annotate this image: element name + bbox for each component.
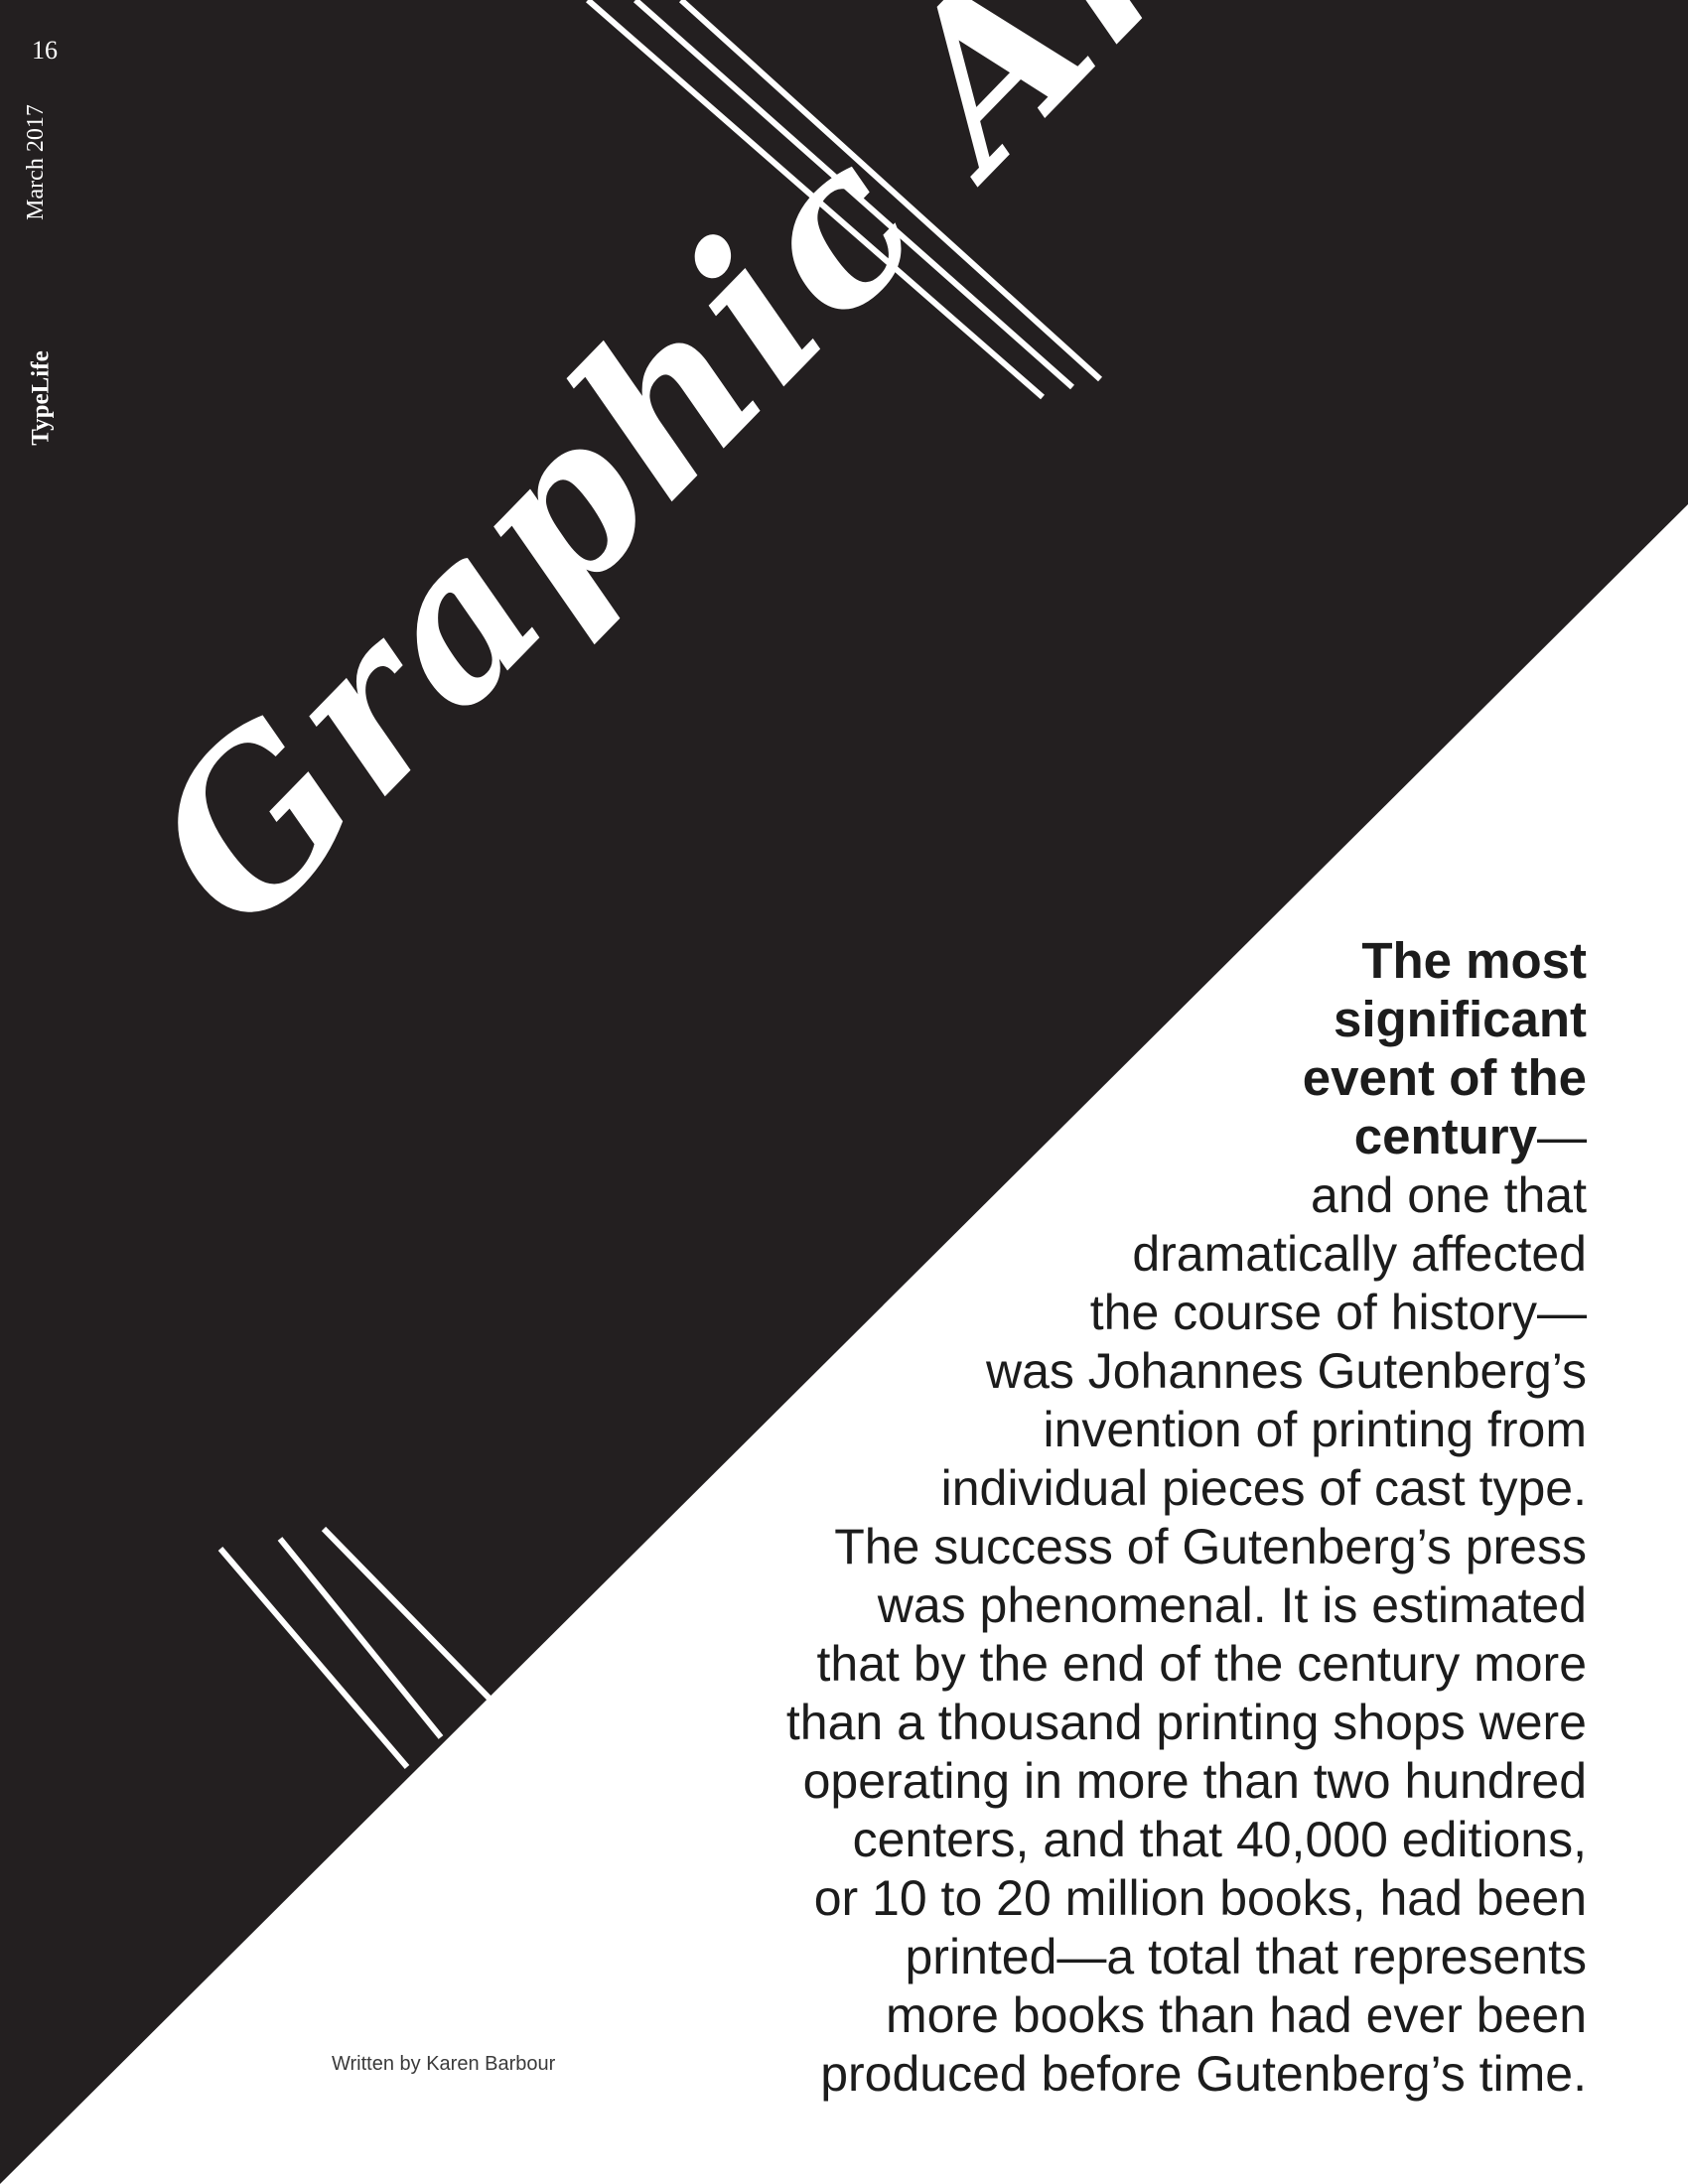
body-line: was phenomenal. It is estimated xyxy=(877,1577,1587,1633)
article-text xyxy=(574,931,1587,2104)
lead-line: significant xyxy=(1333,991,1587,1047)
lead-line: The most xyxy=(1361,932,1587,989)
body-line: and one that xyxy=(1310,1167,1587,1223)
issue-date: March 2017 xyxy=(22,104,49,220)
body-line: The success of Gutenberg’s press xyxy=(834,1519,1587,1574)
byline: Written by Karen Barbour xyxy=(332,2053,556,2075)
body-line: was Johannes Gutenberg’s xyxy=(985,1343,1587,1399)
lead-dash: — xyxy=(1537,1109,1587,1164)
body-line: centers, and that 40,000 editions, xyxy=(852,1812,1587,1867)
lead-line-final xyxy=(574,1107,1587,1166)
body-line: more books than had ever been xyxy=(885,1987,1587,2043)
body-line: produced before Gutenberg’s time. xyxy=(820,2046,1587,2102)
body-line: that by the end of the century more xyxy=(816,1636,1587,1692)
body-line: invention of printing from xyxy=(1043,1402,1587,1457)
body-line: dramatically affected xyxy=(1132,1226,1587,1282)
body-line: printed—a total that represents xyxy=(905,1929,1587,1984)
body-line: or 10 to 20 million books, had been xyxy=(813,1870,1587,1926)
page-number: 16 xyxy=(32,36,58,65)
lead-line: event of the xyxy=(1302,1049,1587,1106)
body-line: individual pieces of cast type. xyxy=(940,1460,1587,1516)
lead-word: century xyxy=(1353,1108,1537,1164)
body-line: operating in more than two hundred xyxy=(802,1753,1587,1809)
body-line: the course of history— xyxy=(1089,1285,1587,1340)
body-line: than a thousand printing shops were xyxy=(785,1695,1587,1750)
magazine-name: TypeLife xyxy=(27,350,55,446)
